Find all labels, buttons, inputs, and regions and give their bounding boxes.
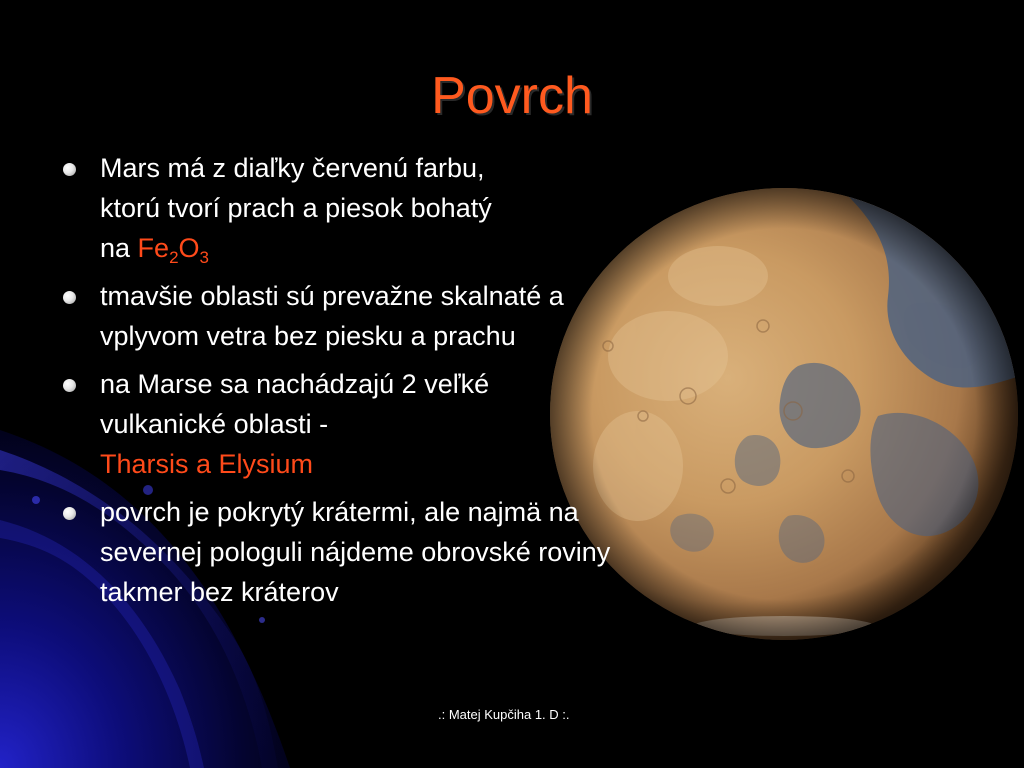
bullet-text: povrch je pokrytý krátermi, ale najmä na severnej pologuli nájdeme obrovské roviny takmer bez kráterov bbox=[100, 497, 611, 607]
highlight-text: Tharsis a Elysium bbox=[100, 449, 314, 479]
slide-title: Povrch bbox=[431, 67, 593, 125]
bullet-item bbox=[60, 148, 620, 268]
bullet-text-line1: Mars má z diaľky červenú farbu, bbox=[100, 153, 485, 183]
bullet-icon bbox=[63, 507, 76, 520]
bullet-text: na Marse sa nachádzajú 2 veľké vulkanické oblasti - bbox=[100, 369, 490, 439]
chemical-formula: $Fe_2O_3$ bbox=[137, 233, 210, 267]
footer-author: .: Matej Kupčiha 1. D :. bbox=[438, 707, 570, 722]
bullet-item bbox=[60, 364, 620, 484]
bullet-list bbox=[60, 148, 620, 620]
bullet-text: tmavšie oblasti sú prevažne skalnaté a vplyvom vetra bez piesku a prachu bbox=[100, 281, 564, 351]
bullet-text-line2: ktorú tvorí prach a piesok bohatý bbox=[100, 193, 492, 223]
bullet-icon bbox=[63, 379, 76, 392]
bullet-icon bbox=[63, 163, 76, 176]
bullet-item bbox=[60, 276, 620, 356]
bullet-text-prefix: na bbox=[100, 233, 138, 263]
bullet-icon bbox=[63, 291, 76, 304]
bullet-item bbox=[60, 492, 620, 612]
